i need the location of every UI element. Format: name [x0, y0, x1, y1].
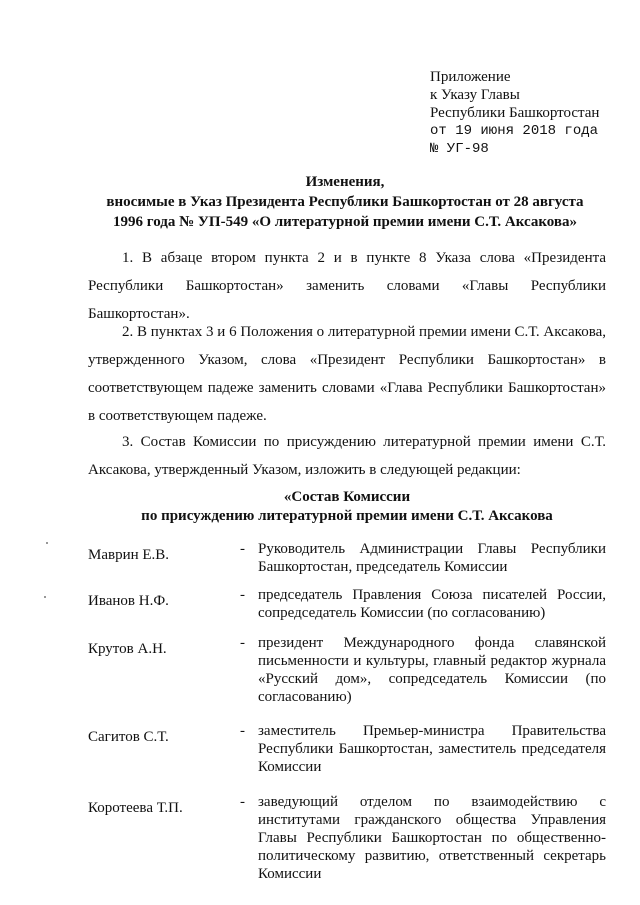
- annex-date: от 19 июня 2018 года: [430, 123, 599, 139]
- title-line: вносимые в Указ Президента Республики Башкортостан от 28 августа: [106, 194, 584, 210]
- paragraph-text: 3. Состав Комиссии по присуждению литературной премии имени С.Т. Аксакова, утвержденный Указом, изложить в следующей редакции:: [88, 434, 606, 478]
- member-dash: -: [240, 587, 245, 603]
- member-dash: -: [240, 635, 245, 651]
- annex-number: № УГ-98: [430, 141, 489, 157]
- member-name: Маврин Е.В.: [88, 547, 170, 563]
- scan-speck: [46, 542, 48, 544]
- commission-title: [88, 488, 606, 526]
- annex-line: Приложение: [430, 69, 511, 85]
- annex-header: [430, 68, 599, 158]
- commission-title-line: по присуждению литературной премии имени С.Т. Аксакова: [141, 508, 553, 524]
- member-name: Коротеева Т.П.: [88, 800, 183, 816]
- member-dash: -: [240, 723, 245, 739]
- paragraph-3: [88, 428, 606, 484]
- member-name: Иванов Н.Ф.: [88, 593, 169, 609]
- annex-line: к Указу Главы: [430, 87, 520, 103]
- paragraph-text: 1. В абзаце втором пункта 2 и в пункте 8 Указа слова «Президента Республики Башкортостан» заменить словами «Главы Республики Башкортостан».: [88, 250, 606, 322]
- member-dash: -: [240, 541, 245, 557]
- member-role: председатель Правления Союза писателей России, сопредседатель Комиссии (по согласованию): [258, 587, 606, 621]
- commission-title-line: «Состав Комиссии: [283, 489, 411, 505]
- member-name: Крутов А.Н.: [88, 641, 167, 657]
- member-role: заведующий отделом по взаимодействию с институтами гражданского общества Управления Главы Республики Башкортостан по общественно-политическому развитию, ответственный секретарь Комиссии: [258, 794, 606, 882]
- title-line: Изменения,: [305, 174, 385, 190]
- annex-line: Республики Башкортостан: [430, 105, 600, 121]
- paragraph-text: 2. В пунктах 3 и 6 Положения о литературной премии имени С.Т. Аксакова, утвержденного Указом, слова «Президент Республики Башкортостан» в соответствующем падеже заменить словами «Глава Республики Башкортостан» в соответствующем падеже.: [88, 324, 606, 424]
- member-role: президент Международного фонда славянской письменности и культуры, главный редактор журнала «Русский дом», сопредседатель Комиссии (по согласованию): [258, 635, 606, 705]
- member-name: Сагитов С.Т.: [88, 729, 169, 745]
- paragraph-1: [88, 244, 606, 328]
- member-role: Руководитель Администрации Главы Республики Башкортостан, председатель Комиссии: [258, 541, 606, 575]
- title-line: 1996 года № УП-549 «О литературной премии имени С.Т. Аксакова»: [113, 214, 577, 230]
- document-title: [70, 172, 620, 232]
- paragraph-2: [88, 318, 606, 430]
- member-dash: -: [240, 794, 245, 810]
- scan-speck: [44, 596, 46, 598]
- member-role: заместитель Премьер-министра Правительства Республики Башкортостан, заместитель председателя Комиссии: [258, 723, 606, 775]
